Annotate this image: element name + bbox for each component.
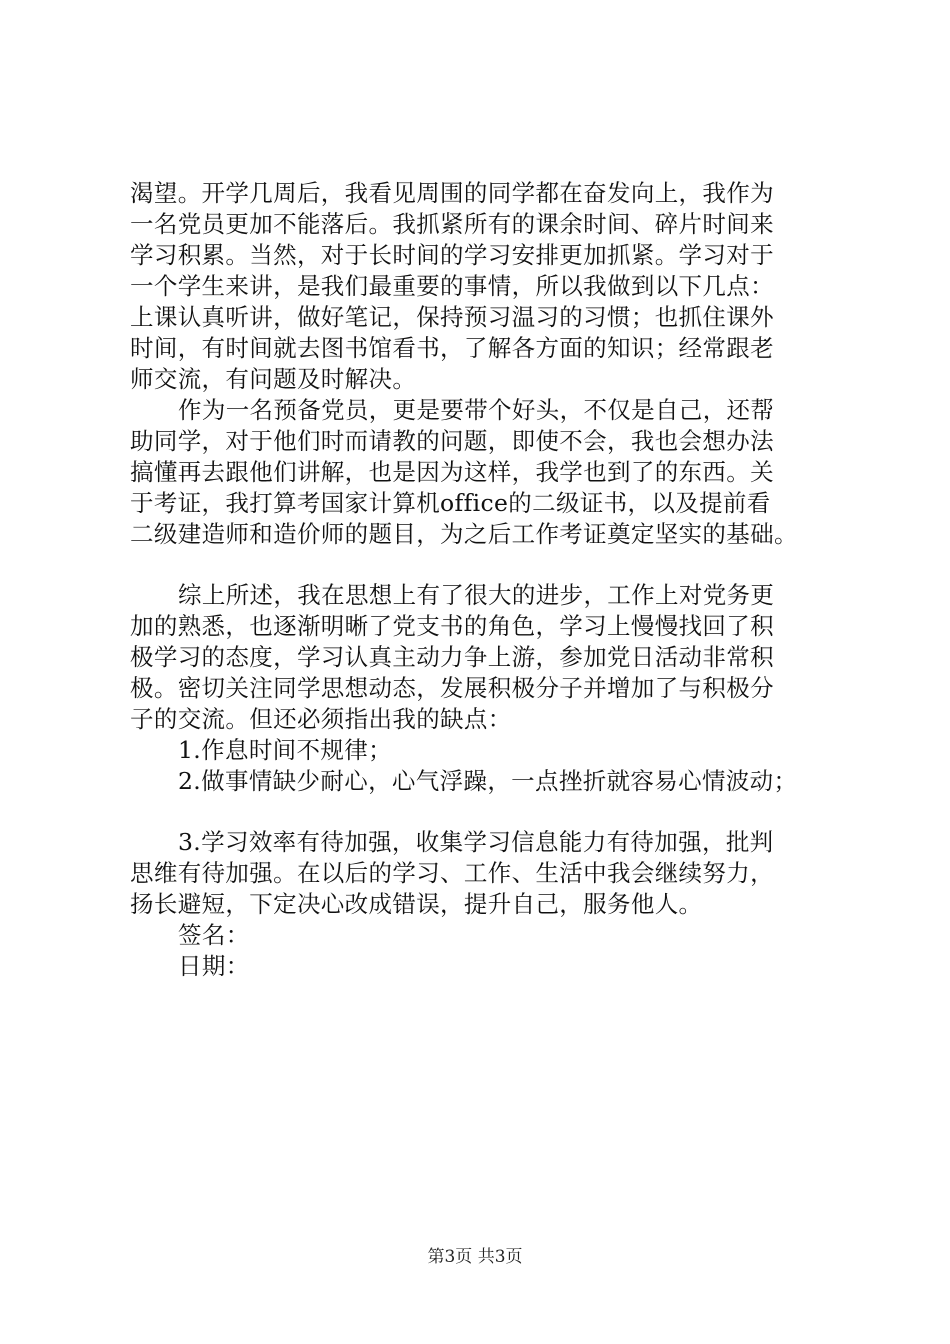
text-line: 作为一名预备党员，更是要带个好头，不仅是自己，还帮	[178, 396, 775, 424]
text-line: 扬长避短，下定决心改成错误，提升自己，服务他人。	[130, 890, 703, 918]
page-number: 第3页 共3页	[427, 1247, 523, 1267]
text-line: 思维有待加强。在以后的学习、工作、生活中我会继续努力，	[130, 859, 774, 887]
list-item: 2.做事情缺少耐心，心气浮躁，一点挫折就容易心情波动；	[178, 767, 798, 795]
paragraph-gap	[130, 797, 852, 827]
text-line: 师交流，有问题及时解决。	[130, 365, 417, 393]
list-item: 3.学习效率有待加强，收集学习信息能力有待加强，批判	[178, 828, 774, 856]
paragraph-gap	[130, 550, 852, 580]
text-line: 一个学生来讲，是我们最重要的事情，所以我做到以下几点：	[130, 272, 774, 300]
text-line: 时间，有时间就去图书馆看书，了解各方面的知识；经常跟老	[130, 334, 774, 362]
text-line: 加的熟悉，也逐渐明晰了党支书的角色，学习上慢慢找回了积	[130, 612, 774, 640]
text-line: 渴望。开学几周后，我看见周围的同学都在奋发向上，我作为	[130, 179, 774, 207]
text-line: 子的交流。但还必须指出我的缺点：	[130, 705, 512, 733]
text-line: 学习积累。当然，对于长时间的学习安排更加抓紧。学习对于	[130, 241, 774, 269]
document-body	[130, 178, 852, 982]
text-line: 极。密切关注同学思想动态，发展积极分子并增加了与积极分	[130, 674, 774, 702]
text-line: 二级建造师和造价师的题目，为之后工作考证奠定坚实的基础。	[130, 520, 798, 548]
signature-label: 签名：	[178, 921, 250, 949]
text-line: 于考证，我打算考国家计算机office的二级证书，以及提前看	[130, 489, 771, 517]
text-line: 一名党员更加不能落后。我抓紧所有的课余时间、碎片时间来	[130, 210, 774, 238]
text-line: 极学习的态度，学习认真主动力争上游，参加党日活动非常积	[130, 643, 774, 671]
text-line: 搞懂再去跟他们讲解，也是因为这样，我学也到了的东西。关	[130, 458, 774, 486]
text-line: 综上所述，我在思想上有了很大的进步，工作上对党务更	[178, 581, 775, 609]
list-item: 1.作息时间不规律；	[178, 736, 392, 764]
date-label: 日期：	[178, 952, 250, 980]
text-line: 上课认真听讲，做好笔记，保持预习温习的习惯；也抓住课外	[130, 303, 774, 331]
text-line: 助同学，对于他们时而请教的问题，即使不会，我也会想办法	[130, 427, 774, 455]
